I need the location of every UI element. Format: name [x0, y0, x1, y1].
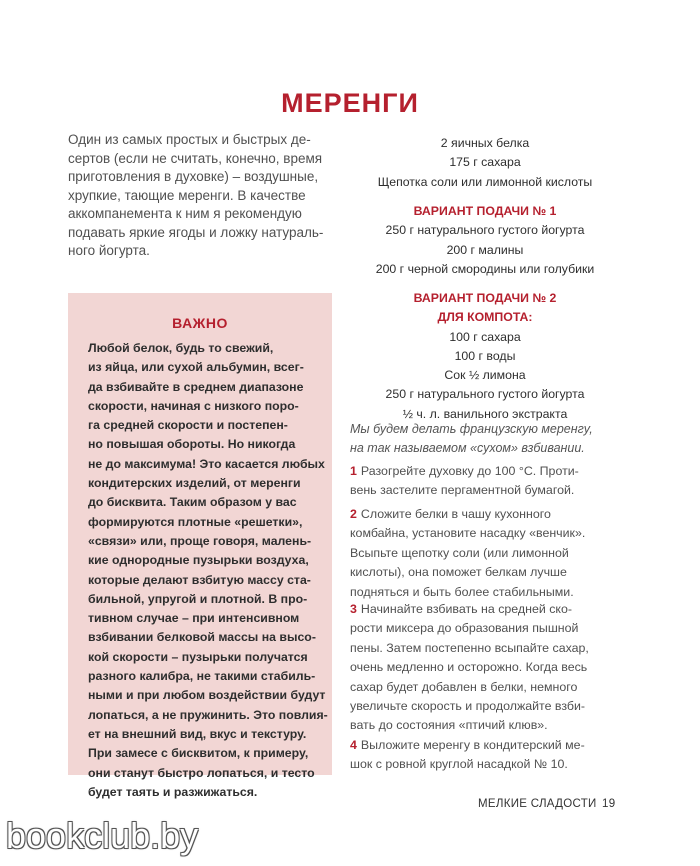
important-line: тивном случае – при интенсивном: [88, 611, 300, 626]
method-note-line: Мы будем делать французскую меренгу,: [350, 422, 593, 436]
intro-line: подавать яркие ягоды и ложку натураль-: [68, 224, 324, 240]
step-line: Выложите меренгу в кондитерский ме-: [360, 738, 585, 752]
variant-1: [350, 202, 620, 279]
step-line: увеличьте скорость и продолжайте взби-: [350, 699, 586, 714]
step-number: 3: [350, 602, 357, 616]
important-line: они станут быстро лопаться, и тесто: [88, 765, 315, 780]
important-line: до бисквита. Таким образом у вас: [88, 495, 297, 510]
page-number: 19: [602, 798, 616, 810]
page-title: МЕРЕНГИ: [281, 88, 419, 118]
step-2: [350, 505, 620, 602]
step-line: подняться и быть более стабильными.: [350, 584, 574, 599]
step-number: 4: [350, 738, 357, 752]
step-line: рости миксера до образования пышной: [350, 621, 579, 636]
important-line: кондитерских изделий, от меренги: [88, 476, 301, 491]
variant-2-item: ½ ч. л. ванильного экстракта: [402, 406, 568, 421]
intro-line: сертов (если не считать, конечно, время: [68, 150, 323, 166]
intro-line: ного йогурта.: [68, 243, 150, 258]
important-box: [68, 293, 332, 799]
step-line: комбайна, установите насадку «венчик».: [350, 526, 586, 541]
important-line: ными и при любом воздействии будут: [88, 688, 326, 703]
variant-2: [350, 289, 620, 424]
step-line: сахар будет добавлен в белки, немного: [350, 679, 578, 694]
important-line: кие однородные пузырьки воздуха,: [88, 553, 309, 568]
variant-2-item: 100 г воды: [454, 348, 516, 363]
important-line: будет таять и разжижаться.: [88, 784, 258, 799]
important-line: га средней скорости и постепен-: [88, 418, 288, 433]
intro-line: аккомпанемента к ним я рекомендую: [68, 206, 302, 221]
step-line: вать до состояния «птичий клюв».: [350, 718, 548, 733]
important-line: взбивании белковой массы на высо-: [88, 630, 316, 645]
variant-2-item: 100 г сахара: [449, 329, 521, 344]
variant-1-item: 200 г малины: [446, 242, 524, 257]
important-line: разного калибра, не такими стабиль-: [88, 669, 316, 684]
important-line: формируются плотные «решетки»,: [88, 514, 303, 529]
step-number: 2: [350, 507, 357, 521]
important-line: но повышая обороты. Но никогда: [88, 437, 296, 452]
intro-line: приготовления в духовке) – воздушные,: [68, 169, 319, 184]
ingredient-item: 175 г сахара: [449, 155, 521, 170]
important-line: лопаться, а не пружинить. Это повлия-: [88, 707, 328, 722]
important-line: Любой белок, будь то свежий,: [88, 341, 274, 355]
step-line: очень медленно и осторожно. Когда весь: [350, 660, 588, 675]
important-title: ВАЖНО: [172, 315, 228, 331]
important-line: ет на внешний вид, вкус и текстуру.: [88, 726, 307, 741]
step-1: [350, 462, 620, 501]
step-line: вень застелите пергаментной бумагой.: [350, 483, 575, 498]
step-line: Разогрейте духовку до 100 °С. Проти-: [360, 464, 579, 478]
step-line: шок с ровной круглой насадкой № 10.: [350, 757, 568, 772]
intro-line: Один из самых простых и быстрых де-: [68, 132, 311, 147]
step-line: кислоты), она поможет белкам лучше: [350, 565, 567, 580]
important-line: «связи» или, проще говоря, малень-: [88, 533, 312, 548]
method-note: [350, 420, 620, 458]
intro-paragraph: [68, 131, 338, 261]
step-line: Начинайте взбивать на средней ско-: [360, 602, 572, 616]
step-line: Сложите белки в чашу кухонного: [360, 507, 551, 521]
important-line: При замесе с бисквитом, к примеру,: [88, 746, 309, 761]
variant-1-title: ВАРИАНТ ПОДАЧИ № 1: [413, 204, 557, 218]
important-line: бильной, упругой и плотной. В про-: [88, 591, 308, 606]
ingredient-item: Щепотка соли или лимонной кислоты: [377, 174, 593, 189]
step-3: [350, 600, 620, 736]
watermark: bookclub.by: [6, 815, 199, 856]
important-line: кой скорости – пузырьки получатся: [88, 649, 308, 664]
important-line: скорости, начиная с низкого поро-: [88, 398, 299, 413]
important-text: [88, 339, 328, 802]
variant-2-title: ВАРИАНТ ПОДАЧИ № 2: [413, 291, 557, 305]
step-line: Всыпьте щепотку соли (или лимонной: [350, 545, 569, 560]
ingredients-list: [350, 134, 620, 192]
intro-line: хрупкие, тающие меренги. В качестве: [68, 187, 306, 203]
footer-section: МЕЛКИЕ СЛАДОСТИ: [478, 798, 597, 810]
ingredient-item: 2 яичных белка: [440, 136, 530, 150]
important-line: которые делают взбитую массу ста-: [88, 572, 311, 587]
variant-2-item: Сок ½ лимона: [444, 368, 526, 383]
method-note-line: на так называемом «сухом» взбивании.: [350, 441, 585, 455]
step-line: пены. Затем постепенно всыпайте сахар,: [350, 640, 589, 655]
variant-2-subtitle: ДЛЯ КОМПОТА:: [437, 310, 533, 325]
step-number: 1: [350, 464, 357, 478]
step-4: [350, 736, 620, 775]
variant-1-item: 200 г черной смородины или голубики: [375, 261, 595, 276]
important-line: из яйца, или сухой альбумин, всег-: [88, 360, 304, 375]
important-line: да взбивайте в среднем диапазоне: [88, 379, 304, 394]
important-line: не до максимума! Это касается любых: [88, 456, 325, 471]
variant-2-item: 250 г натурального густого йогурта: [385, 387, 585, 402]
variant-1-item: 250 г натурального густого йогурта: [385, 223, 585, 238]
